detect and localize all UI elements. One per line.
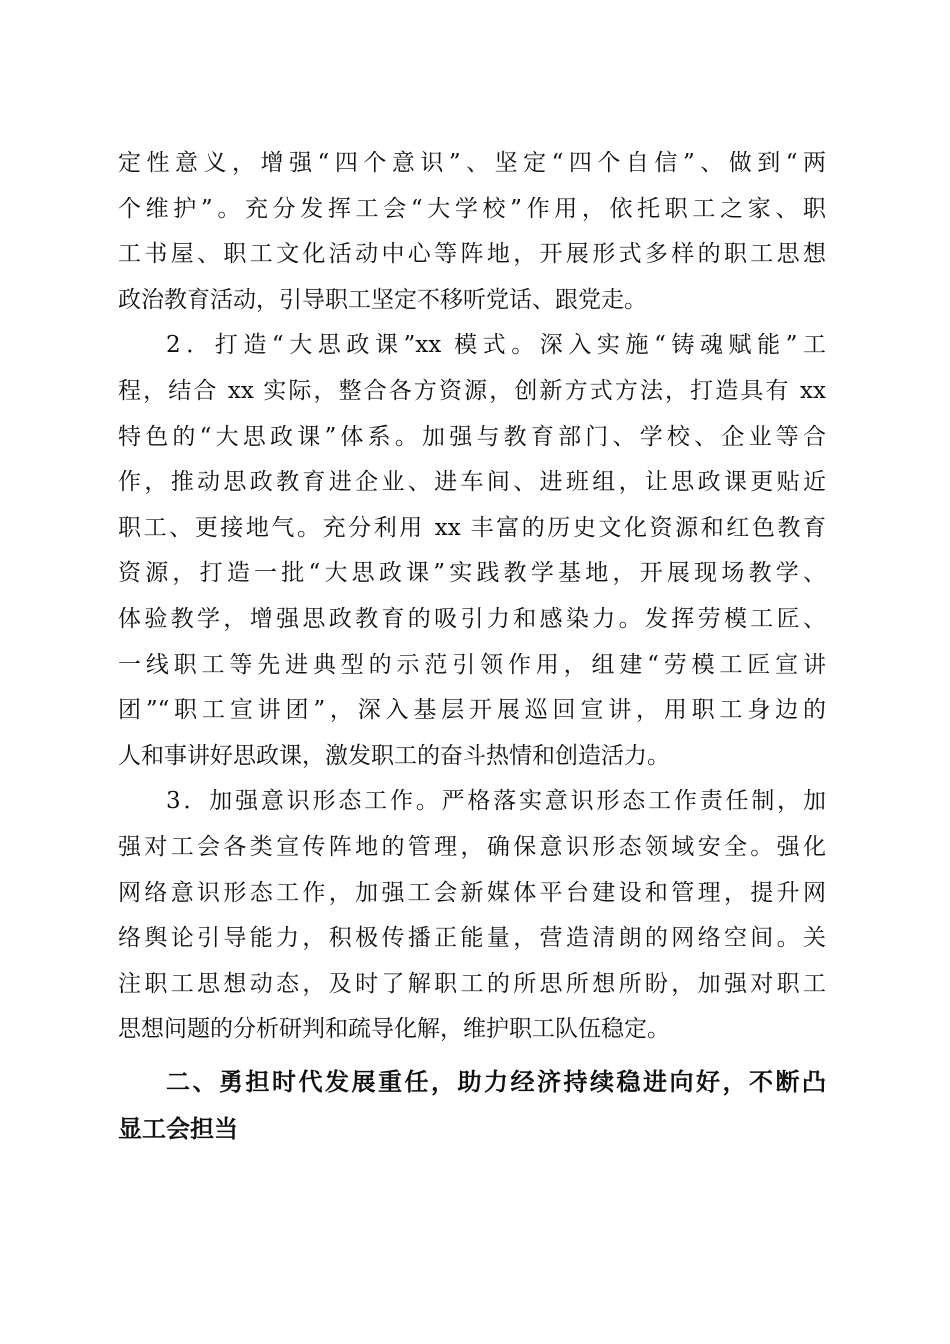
section-heading [118, 1059, 826, 1153]
text-line: 职工、更接地气。充分利用 xx 丰富的历史文化资源和红色教育 [118, 514, 826, 541]
text-line: 工书屋、职工文化活动中心等阵地，开展形式多样的职工思想 [118, 241, 826, 268]
paragraph-2 [118, 323, 826, 779]
heading-line: 二、勇担时代发展重任，助力经济持续稳进向好，不断凸 [166, 1067, 826, 1096]
text-line: 程，结合 xx 实际，整合各方资源，创新方式方法，打造具有 xx [118, 377, 826, 404]
text-line: 作，推动思政教育进企业、进车间、进班组，让思政课更贴近 [118, 469, 826, 496]
text-line: 体验教学，增强思政教育的吸引力和感染力。发挥劳模工匠、 [118, 605, 826, 632]
text-line: 2．打造“大思政课”xx 模式。深入实施“铸魂赋能”工 [166, 332, 826, 359]
text-line: 团”“职工宣讲团”，深入基层开展巡回宣讲，用职工身边的 [118, 697, 826, 724]
heading-line: 显工会担当 [118, 1114, 238, 1143]
text-line: 思想问题的分析研判和疏导化解，维护职工队伍稳定。 [118, 1016, 670, 1043]
text-line: 个维护”。充分发挥工会“大学校”作用，依托职工之家、职 [118, 195, 826, 222]
text-line: 网络意识形态工作，加强工会新媒体平台建设和管理，提升网 [118, 879, 826, 906]
paragraph-3 [118, 779, 826, 1053]
text-line: 政治教育活动，引导职工坚定不移听党话、跟党走。 [118, 286, 647, 313]
text-line: 特色的“大思政课”体系。加强与教育部门、学校、企业等合 [118, 423, 826, 450]
text-line: 资源，打造一批“大思政课”实践教学基地，开展现场教学、 [118, 560, 826, 587]
text-line: 3．加强意识形态工作。严格落实意识形态工作责任制，加 [166, 788, 826, 815]
text-line: 强对工会各类宣传阵地的管理，确保意识形态领域安全。强化 [118, 833, 826, 860]
text-line: 人和事讲好思政课，激发职工的奋斗热情和创造活力。 [118, 742, 670, 769]
text-line: 定性意义，增强“四个意识”、坚定“四个自信”、做到“两 [118, 150, 826, 176]
document-body [118, 141, 826, 1153]
text-line: 络舆论引导能力，积极传播正能量，营造清朗的网络空间。关 [118, 925, 826, 952]
text-line: 注职工思想动态，及时了解职工的所思所想所盼，加强对职工 [118, 970, 826, 997]
paragraph-intro [118, 141, 826, 323]
text-line: 一线职工等先进典型的示范引领作用，组建“劳模工匠宣讲 [118, 651, 826, 678]
